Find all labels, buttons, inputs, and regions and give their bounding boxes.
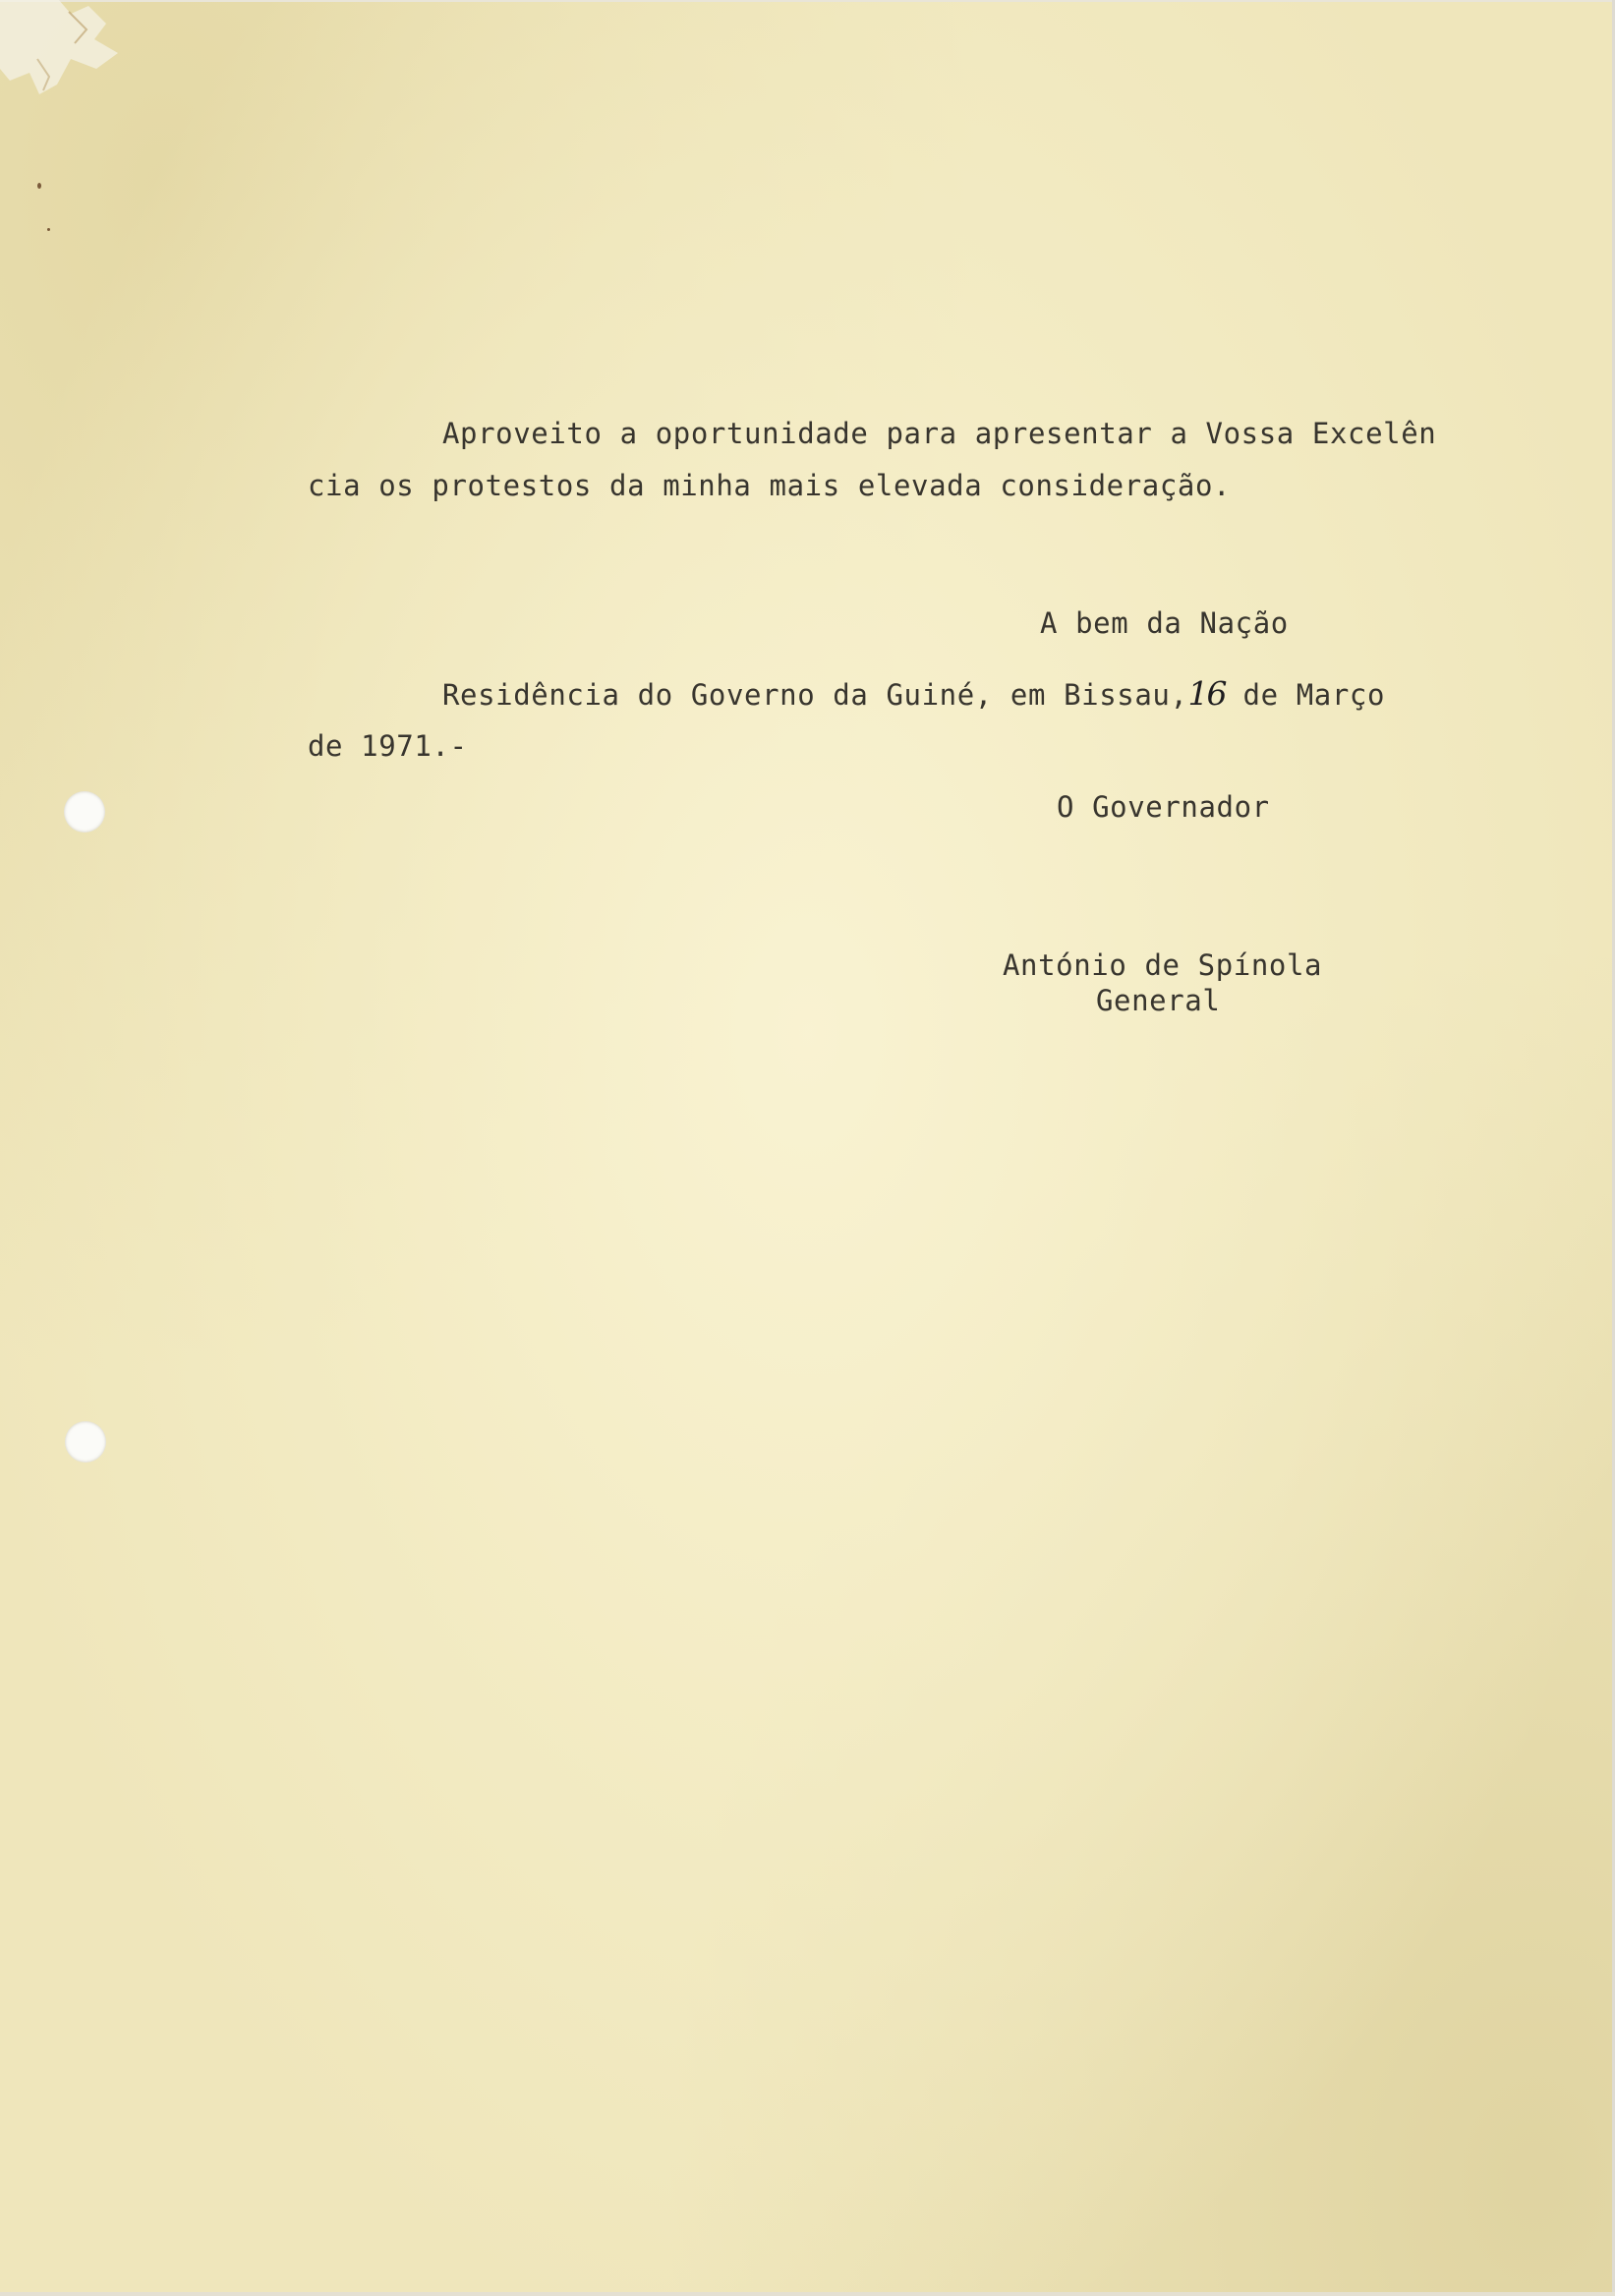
signer-title: O Governador: [1057, 790, 1270, 824]
signer-name: António de Spínola: [1003, 948, 1323, 982]
place-date-line-1: [442, 674, 1386, 713]
closing-phrase: A bem da Nação: [1040, 606, 1289, 640]
body-paragraph-line-1: Aproveito a oportunidade para apresentar a Vossa Excelên: [442, 417, 1437, 450]
punch-hole: [64, 791, 105, 832]
scan-edge-bottom: [0, 2292, 1615, 2296]
torn-corner: [0, 0, 138, 108]
handwritten-day: 16: [1187, 674, 1226, 713]
paper-speck: [47, 228, 50, 231]
month-text: de Março: [1225, 678, 1386, 712]
place-text: Residência do Governo da Guiné, em Bissau,: [442, 678, 1188, 712]
body-paragraph-line-2: cia os protestos da minha mais elevada consideração.: [308, 469, 1232, 502]
signer-rank: General: [1096, 984, 1221, 1017]
punch-hole: [65, 1421, 106, 1463]
paper-speck: [37, 183, 41, 189]
scan-edge-top: [0, 0, 1615, 2]
place-date-line-2: de 1971.-: [308, 729, 468, 763]
